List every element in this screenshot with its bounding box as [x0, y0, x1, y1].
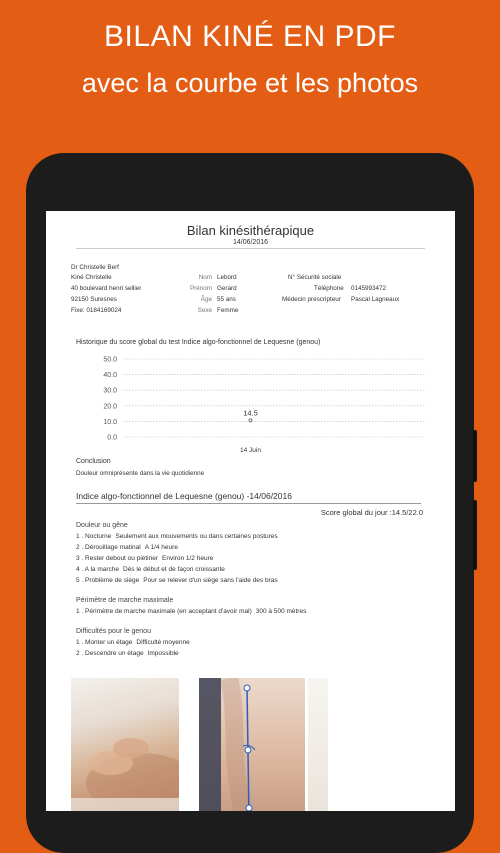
- massage-photo: [71, 678, 179, 811]
- nom-label: Nom: [198, 274, 212, 281]
- subline: avec la courbe et les photos: [81, 68, 419, 98]
- score-history-chart: [66, 349, 436, 459]
- y-tick-label: 40.0: [103, 372, 117, 380]
- sexe-value: Femme: [217, 307, 239, 314]
- y-tick-label: 10.0: [103, 418, 117, 426]
- medecin-label: Médecin prescripteur: [282, 296, 341, 303]
- list-item: 2 . Dérouillage matinal A 1/4 heure: [76, 544, 178, 551]
- group-title-perimetre: Périmètre de marche maximale: [76, 597, 174, 604]
- phone-frame: [26, 153, 474, 853]
- list-item: 5 . Problème de siège Pour se relever d'un siège sans l'aide des bras: [76, 577, 278, 584]
- tel-label: Téléphone: [314, 285, 344, 292]
- room-photo: [308, 678, 328, 811]
- y-tick-label: 20.0: [103, 403, 117, 411]
- list-item: 2 . Descendre un étage Impossible: [76, 650, 179, 657]
- chart-grid: [123, 359, 426, 437]
- knee-photo: [199, 678, 305, 811]
- list-item: 1 . Nocturne Seulement aux mouvements ou dans certaines postures: [76, 533, 278, 540]
- practitioner-city: 92150 Suresnes: [71, 296, 117, 303]
- chart-x-ticks: [240, 447, 261, 454]
- age-label: Âge: [200, 296, 212, 303]
- x-tick-label: 14 Juin: [240, 447, 261, 454]
- sexe-label: Sexe: [197, 307, 212, 314]
- medecin-value: Pascal Lagneaux: [351, 296, 400, 303]
- y-tick-label: 0.0: [107, 434, 117, 442]
- list-item: 3 . Rester debout ou piétiner Environ 1/2 heure: [76, 555, 214, 562]
- list-item: 4 . A la marche Dès le début et de façon croissante: [76, 566, 225, 573]
- group-title-difficultes: Difficultés pour le genou: [76, 628, 151, 635]
- score-global: Score global du jour :14.5/22.0: [320, 508, 423, 517]
- nom-value: Lebord: [217, 274, 237, 281]
- conclusion-title: Conclusion: [76, 458, 111, 465]
- data-label: 14.5: [243, 408, 258, 418]
- power-button: [473, 500, 477, 570]
- practitioner-fax: Fixe: 0184169024: [71, 307, 122, 314]
- chart-points: [243, 408, 258, 422]
- practitioner-name: Dr Christelle Berf: [71, 264, 119, 271]
- volume-button: [473, 430, 477, 482]
- y-tick-label: 50.0: [103, 356, 117, 364]
- age-value: 55 ans: [217, 296, 236, 303]
- title-divider: [76, 248, 425, 249]
- chart-title: Historique du score global du test Indice algo-fonctionnel de Lequesne (genou): [76, 339, 321, 346]
- chart-y-ticks: [103, 357, 117, 442]
- prenom-label: Prénom: [189, 285, 212, 292]
- list-item: 1 . Monter un étage Difficulté moyenne: [76, 639, 190, 646]
- headline: BILAN KINÉ EN PDF: [104, 20, 396, 53]
- tel-value: 0145993472: [351, 285, 387, 292]
- practitioner-role: Kiné Christelle: [71, 274, 112, 281]
- practitioner-address: 40 boulevard henri sellier: [71, 285, 142, 292]
- y-tick-label: 30.0: [103, 387, 117, 395]
- group-title-douleur: Douleur ou gêne: [76, 522, 128, 529]
- test-header: Indice algo-fonctionnel de Lequesne (genou) -14/06/2016: [76, 491, 421, 504]
- secu-label: N° Sécurité sociale: [288, 274, 342, 281]
- document-date: 14/06/2016: [232, 239, 269, 246]
- prenom-value: Gerard: [217, 285, 237, 292]
- pdf-document[interactable]: [46, 211, 455, 811]
- conclusion-text: Douleur omniprésente dans la vie quotidienne: [76, 470, 205, 477]
- list-item: 1 . Périmètre de marche maximale (en acceptant d'avoir mal) 300 à 500 mètres: [76, 608, 307, 615]
- document-title: Bilan kinésithérapique: [186, 223, 315, 238]
